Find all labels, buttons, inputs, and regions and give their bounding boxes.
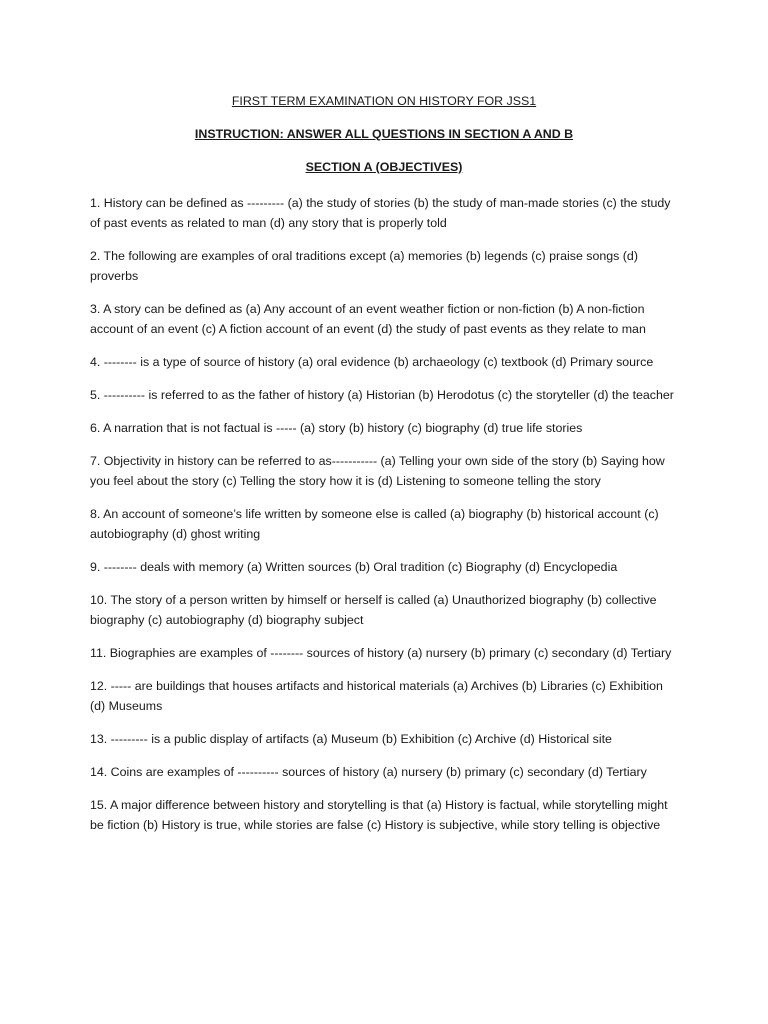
exam-instruction: INSTRUCTION: ANSWER ALL QUESTIONS IN SECTION A AND B — [194, 127, 574, 141]
question-item: 1. History can be defined as --------- (a) the study of stories (b) the study of man-made stories (c) the study of past events as related to man (d) any story that is properly told — [90, 196, 671, 230]
question-item: 11. Biographies are examples of -------- sources of history (a) nursery (b) primary (c) secondary (d) Tertiary — [90, 646, 672, 660]
question-item: 14. Coins are examples of ---------- sources of history (a) nursery (b) primary (c) secondary (d) Tertiary — [90, 765, 647, 779]
question-item: 3. A story can be defined as (a) Any account of an event weather fiction or non-fiction (b) A non-fiction account of an event (c) A fiction account of an event (d) the study of past events as they relate to man — [90, 302, 646, 336]
question-list — [90, 193, 680, 848]
exam-title: FIRST TERM EXAMINATION ON HISTORY FOR JSS1 — [231, 94, 537, 108]
question-item: 12. ----- are buildings that houses artifacts and historical materials (a) Archives (b) Libraries (c) Exhibition (d) Museums — [90, 679, 663, 713]
question-item: 6. A narration that is not factual is ----- (a) story (b) history (c) biography (d) true life stories — [90, 421, 583, 435]
question-item: 8. An account of someone’s life written by someone else is called (a) biography (b) historical account (c) autobiography (d) ghost writing — [90, 507, 659, 541]
exam-header — [0, 92, 768, 191]
question-item: 15. A major difference between history and storytelling is that (a) History is factual, while storytelling might be fiction (b) History is true, while stories are false (c) History is subjective, while story telling is objective — [90, 798, 668, 832]
question-item: 2. The following are examples of oral traditions except (a) memories (b) legends (c) praise songs (d) proverbs — [90, 249, 638, 283]
question-item: 5. ---------- is referred to as the father of history (a) Historian (b) Herodotus (c) the storyteller (d) the teacher — [90, 388, 674, 402]
question-item: 9. -------- deals with memory (a) Written sources (b) Oral tradition (c) Biography (d) Encyclopedia — [90, 560, 618, 574]
section-title: SECTION A (OBJECTIVES) — [305, 160, 463, 174]
question-item: 7. Objectivity in history can be referred to as----------- (a) Telling your own side of the story (b) Saying how you feel about the story (c) Telling the story how it is (d) Listening to someone telling the story — [90, 454, 665, 488]
question-item: 13. --------- is a public display of artifacts (a) Museum (b) Exhibition (c) Archive (d) Historical site — [90, 732, 612, 746]
question-item: 4. -------- is a type of source of history (a) oral evidence (b) archaeology (c) textbook (d) Primary source — [90, 355, 654, 369]
question-item: 10. The story of a person written by himself or herself is called (a) Unauthorized biography (b) collective biography (c) autobiography (d) biography subject — [90, 593, 657, 627]
